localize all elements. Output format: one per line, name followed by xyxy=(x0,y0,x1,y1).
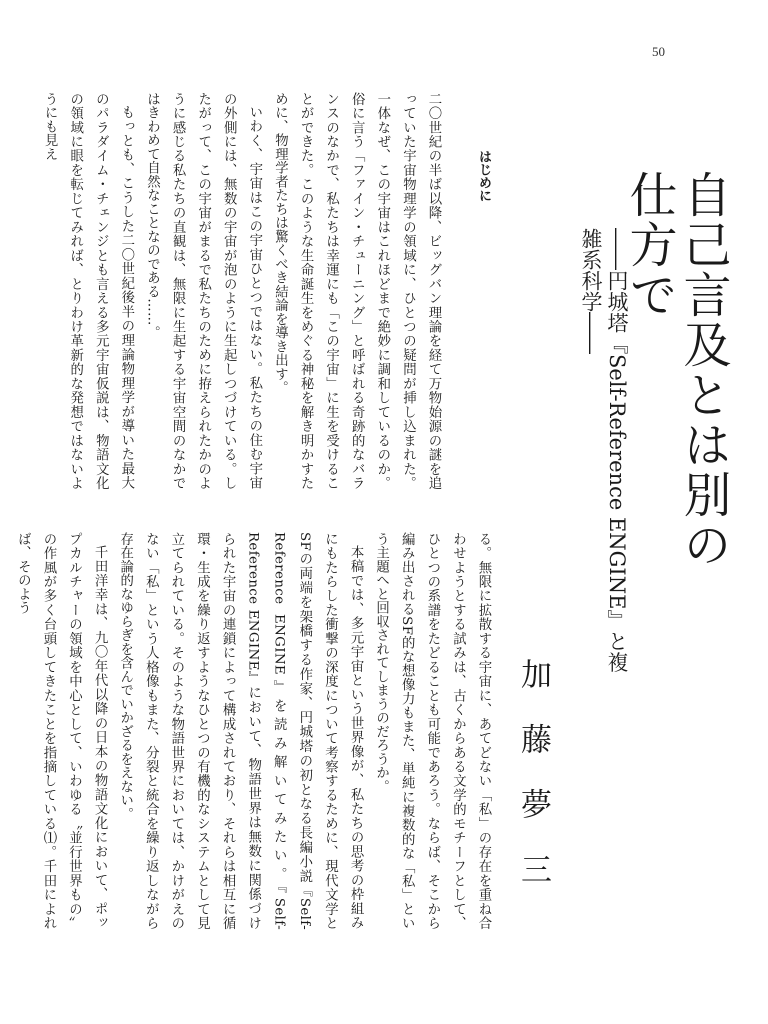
body-text-upper xyxy=(42,92,446,490)
article-title: 自己言及とは別の仕方で xyxy=(621,170,731,570)
paragraph: る。無限に拡散する宇宙に、あてどない「私」の存在を重ね合わせようとする試みは、古くからある文学的モチーフとして、ひとつの系譜をたどることも可能であろう。ならば、そこから編み出されるSF的な想像力もまた、単純に複数的な「私」という主題へと回収されてしまうのだろうか。 xyxy=(373,532,491,930)
body-text-lower xyxy=(15,532,496,930)
section-heading: はじめに xyxy=(476,150,491,202)
paragraph: 本稿では、多元宇宙という世界像が、私たちの思考の枠組みにもたらした衝撃の深度について考察するために、現代文学とSFの両端を架橋する作家、円城塔の初となる長編小説『Self-Reference ENGINE』を読み解いてみたい。『Self-Reference ENGINE』において、物語世界は無数に関係づけられた宇宙の連鎖によって構成されており、それらは相互に循環・生成を繰り返すようなひとつの有機的なシステムとして見立てられている。そのような物語世界においては、かけがえのない「私」という人格像もまた、分裂と統合を繰り返しながら存在論的なゆらぎを含んでいかざるをえない。 xyxy=(117,532,364,930)
paragraph: 二〇世紀の半ば以降、ビッグバン理論を経て万物始源の謎を追っていた宇宙物理学の領域に、ひとつの疑問が挿し込まれた。一体なぜ、この宇宙はこれほどまで絶妙に調和しているのか。俗に言う「ファイン・チューニング」と呼ばれる奇跡的なバランスのなかで、私たちは幸運にも「この宇宙」に生を受けることができた。このような生命誕生をめぐる神秘を解き明かすために、物理学者たちは驚くべき結論を導き出す。 xyxy=(272,92,441,490)
paragraph: いわく、宇宙はこの宇宙ひとつではない。私たちの住む宇宙の外側には、無数の宇宙が泡のように生起しつづけている。したがって、この宇宙がまるで私たちのために拵えられたかのように感じる私たちの直観は、無限に生起する宇宙空間のなかではきわめて自然なことなのである……。 xyxy=(144,92,262,490)
page-number: 50 xyxy=(652,44,665,59)
article-subtitle: ――円城塔『Self-Reference ENGINE』と複雑系科学―― xyxy=(579,228,629,673)
paragraph: もっとも、こうした二〇世紀後半の理論物理学が導いた最大のパラダイム・チェンジとも言える多元宇宙仮説は、物語文化の領域に眼を転じてみれば、とりわけ革新的な発想ではないようにも見え xyxy=(42,92,134,490)
paragraph: 千田洋幸は、九〇年代以降の日本の物語文化において、ポップカルチャーの領域を中心として、いわゆる〝並行世界もの〟の作風が多く台頭してきたことを指摘している⑴。千田によれば、そのよう xyxy=(15,532,108,930)
author-name: 加藤夢三 xyxy=(515,658,551,918)
